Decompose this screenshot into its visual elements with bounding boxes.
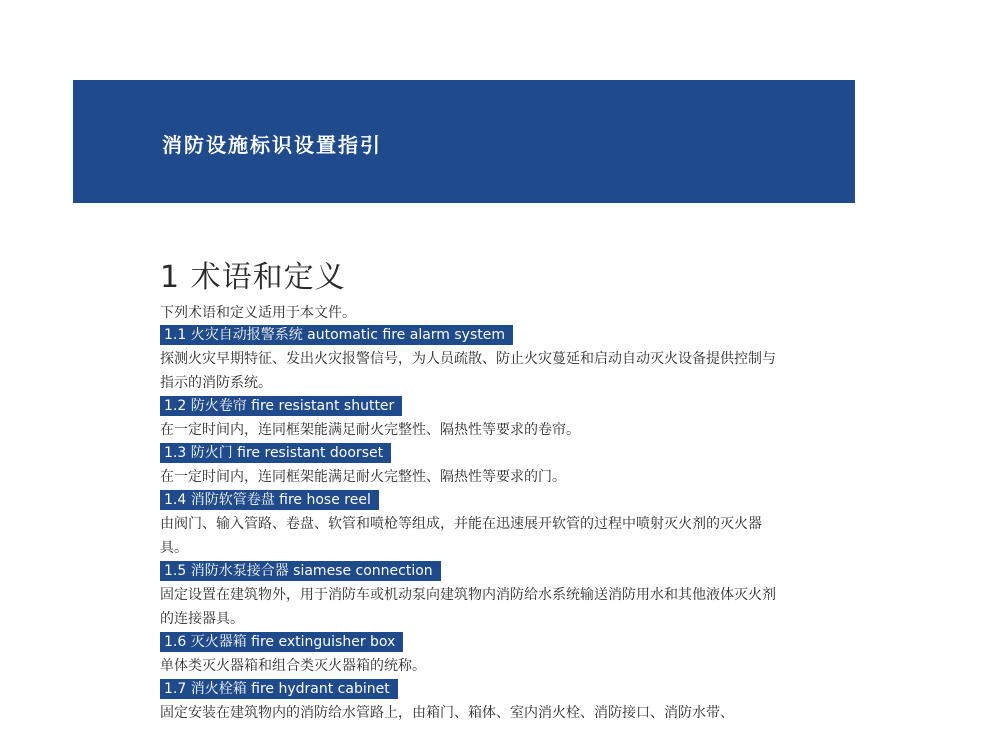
term-definition: 由阀门、输入管路、卷盘、软管和喷枪等组成，并能在迅速展开软管的过程中喷射灭火剂的灭火器具。 <box>160 516 762 556</box>
term-definition: 固定安装在建筑物内的消防给水管路上，由箱门、箱体、室内消火栓、消防接口、消防水带、 <box>160 705 734 721</box>
term-heading: 1.6 灭火器箱 fire extinguisher box <box>160 632 403 652</box>
term-1-6 <box>160 631 800 678</box>
term-heading: 1.2 防火卷帘 fire resistant shutter <box>160 396 402 416</box>
term-definition: 单体类灭火器箱和组合类灭火器箱的统称。 <box>160 658 426 674</box>
term-definition: 探测火灾早期特征、发出火灾报警信号，为人员疏散、防止火灾蔓延和启动自动灭火设备提供控制与指示的消防系统。 <box>160 351 776 391</box>
term-1-3 <box>160 442 800 489</box>
term-1-7 <box>160 678 800 725</box>
term-1-2 <box>160 395 800 442</box>
term-heading: 1.5 消防水泵接合器 siamese connection <box>160 561 441 581</box>
section-intro: 下列术语和定义适用于本文件。 <box>160 305 356 321</box>
term-heading: 1.1 火灾自动报警系统 automatic fire alarm system <box>160 325 513 345</box>
term-1-1 <box>160 324 800 395</box>
term-1-4 <box>160 489 800 560</box>
term-definition: 在一定时间内，连同框架能满足耐火完整性、隔热性等要求的卷帘。 <box>160 422 580 438</box>
section-title: 1 术语和定义 <box>160 260 346 295</box>
term-1-5 <box>160 560 800 631</box>
document-body <box>160 258 800 725</box>
term-heading: 1.3 防火门 fire resistant doorset <box>160 443 391 463</box>
header-banner <box>73 80 855 203</box>
term-heading: 1.4 消防软管卷盘 fire hose reel <box>160 490 379 510</box>
term-definition: 固定设置在建筑物外，用于消防车或机动泵向建筑物内消防给水系统输送消防用水和其他液体灭火剂的连接器具。 <box>160 587 776 627</box>
term-definition: 在一定时间内，连同框架能满足耐火完整性、隔热性等要求的门。 <box>160 469 566 485</box>
term-heading: 1.7 消火栓箱 fire hydrant cabinet <box>160 679 398 699</box>
document-title: 消防设施标识设置指引 <box>162 133 382 157</box>
